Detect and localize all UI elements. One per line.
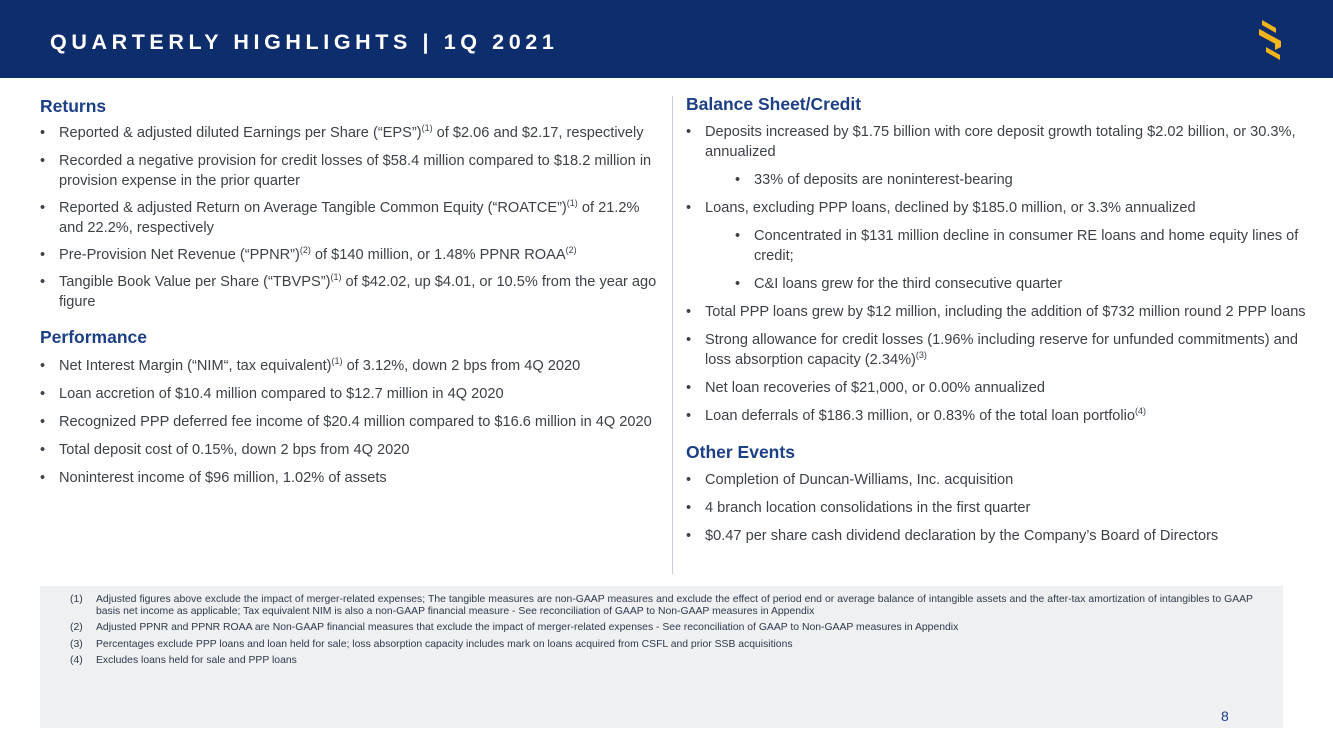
footnote: (1) Adjusted figures above exclude the impact of merger-related expenses; The tangible measures are non-GAAP measures and exclude the effect of period end or average balance of intangible assets and the after-tax amortization of intangibles to GAAP basis net income as applicable; Tax equivalent NIM is also a non-GAAP financial measure - See reconciliation of GAAP to Non-GAAP measures in Appendix <box>70 594 1253 617</box>
list-item: • Recorded a negative provision for credit losses of $58.4 million compared to $18.2 million in provision expense in the prior quarter <box>40 151 660 191</box>
list-item: • Pre-Provision Net Revenue (“PPNR”)$^{(2)}$ of $140 million, or 1.48% PPNR ROAA$^{(2)}$ <box>40 245 660 265</box>
slide-header <box>0 0 1333 78</box>
page-number: 8 <box>1221 708 1229 724</box>
right-column <box>686 92 1306 546</box>
other-events-heading: Other Events <box>686 442 795 462</box>
list-item: • Net loan recoveries of $21,000, or 0.00% annualized <box>686 378 1306 398</box>
column-divider <box>672 96 673 574</box>
ssb-logo-icon <box>1256 20 1286 60</box>
list-item: • Net Interest Margin (“NIM“, tax equivalent)$^{(1)}$ of 3.12%, down 2 bps from 4Q 2020 <box>40 356 660 376</box>
list-item: • Reported & adjusted diluted Earnings per Share (“EPS”)$^{(1)}$ of $2.06 and $2.17, respectively <box>40 123 660 143</box>
balance-sheet-heading: Balance Sheet/Credit <box>686 94 862 114</box>
list-item: • Loan deferrals of $186.3 million, or 0.83% of the total loan portfolio$^{(4)}$ <box>686 406 1306 426</box>
sub-list-item: • 33% of deposits are noninterest-bearing <box>686 170 1306 190</box>
footnote: (2) Adjusted PPNR and PPNR ROAA are Non-GAAP financial measures that exclude the impact of merger-related expenses - See reconciliation of GAAP to Non-GAAP measures in Appendix <box>70 622 959 633</box>
list-item: • Completion of Duncan-Williams, Inc. acquisition <box>686 470 1306 490</box>
sub-list-item: • Concentrated in $131 million decline in consumer RE loans and home equity lines of credit; <box>686 226 1306 266</box>
list-item: • 4 branch location consolidations in the first quarter <box>686 498 1306 518</box>
list-item: • Reported & adjusted Return on Average Tangible Common Equity (“ROATCE”)$^{(1)}$ of 21.2% and 22.2%, respectively <box>40 198 660 238</box>
footnote: (4) Excludes loans held for sale and PPP loans <box>70 655 297 666</box>
balance-sheet-list <box>686 122 1306 426</box>
footnotes-panel <box>40 586 1283 728</box>
list-item: • Loan accretion of $10.4 million compared to $12.7 million in 4Q 2020 <box>40 384 660 404</box>
performance-list <box>40 356 660 488</box>
left-column <box>40 92 660 488</box>
list-item: • Total deposit cost of 0.15%, down 2 bps from 4Q 2020 <box>40 440 660 460</box>
sub-list-item: • C&I loans grew for the third consecutive quarter <box>686 274 1306 294</box>
performance-heading: Performance <box>40 327 147 347</box>
footnote: (3) Percentages exclude PPP loans and loan held for sale; loss absorption capacity includes mark on loans acquired from CSFL and prior SSB acquisitions <box>70 638 793 650</box>
list-item: • Deposits increased by $1.75 billion with core deposit growth totaling $2.02 billion, or 30.3%, annualized <box>686 122 1306 162</box>
list-item: • Strong allowance for credit losses (1.96% including reserve for unfunded commitments) and loss absorption capacity $(2.34\%)^{(3)}$ <box>686 330 1306 370</box>
list-item: • Noninterest income of $96 million, 1.02% of assets <box>40 468 660 488</box>
returns-list <box>40 123 660 312</box>
list-item: • Total PPP loans grew by $12 million, including the addition of $732 million round 2 PPP loans <box>686 302 1306 322</box>
list-item: • Loans, excluding PPP loans, declined by $185.0 million, or 3.3% annualized <box>686 198 1306 218</box>
list-item: • Tangible Book Value per Share (“TBVPS”)$^{(1)}$ of $42.02, up $4.01, or 10.5% from the year ago figure <box>40 272 660 312</box>
list-item: • Recognized PPP deferred fee income of $20.4 million compared to $16.6 million in 4Q 2020 <box>40 412 660 432</box>
list-item: • $0.47 per share cash dividend declaration by the Company’s Board of Directors <box>686 526 1306 546</box>
slide-title: QUARTERLY HIGHLIGHTS | 1Q 2021 <box>50 30 559 54</box>
other-events-list <box>686 470 1306 546</box>
returns-heading: Returns <box>40 96 107 116</box>
